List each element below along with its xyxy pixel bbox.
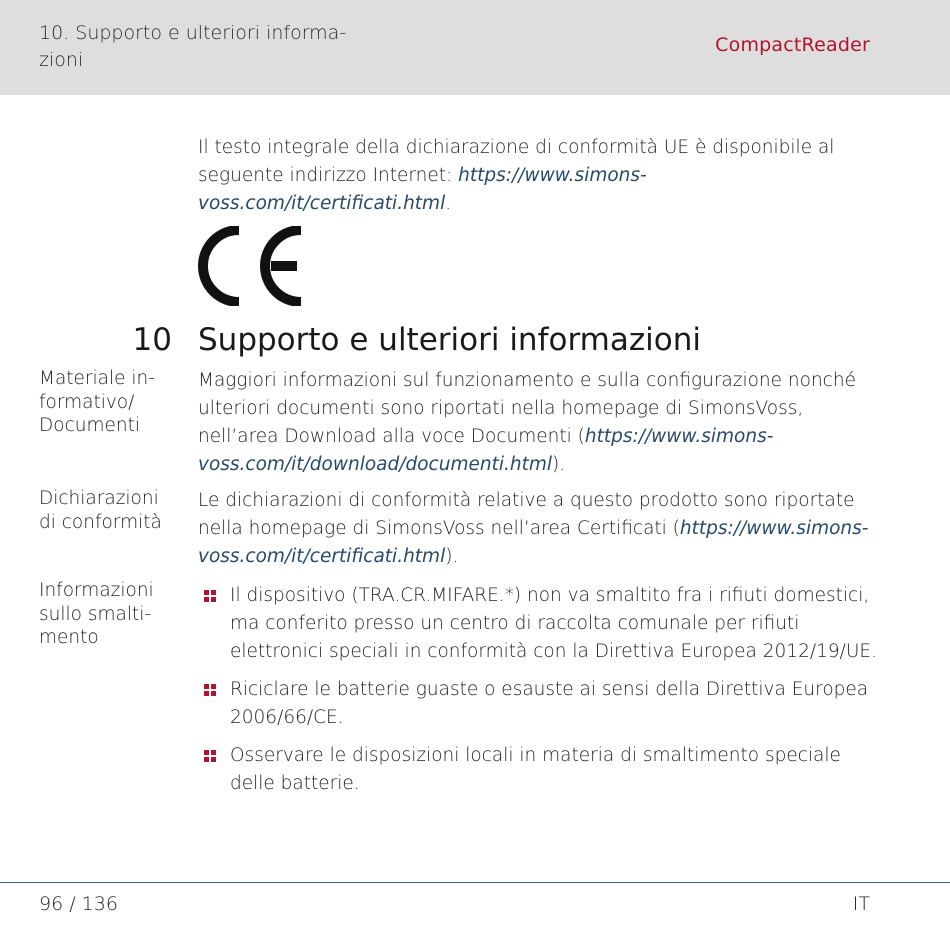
list-item-text: Osservare le disposizioni locali in materia di smaltimento speciale delle batterie. [230, 745, 841, 794]
intro-suffix: . [445, 193, 452, 214]
materiale-text: Maggiori informazioni sul funzionamento e sulla configurazione nonché ulteriori documenti sono riportati nella homepage di SimonsVoss, nell’area Download alla voce Documenti ( [198, 370, 856, 447]
label-materiale: Materiale in-formativo/ Documenti [39, 368, 155, 436]
list-item [198, 676, 878, 732]
bullet-icon [204, 590, 216, 602]
list-item [198, 742, 878, 798]
dichiarazioni-paragraph [198, 487, 878, 571]
materiale-link[interactable]: https://www.simons-voss.com/it/download/documenti.html [198, 426, 774, 475]
dichiarazioni-text: Le dichiarazioni di conformità relative a questo prodotto sono riportate nella homepage di SimonsVoss nell’area Certificati ( [198, 490, 855, 539]
header-section-title: 10. Supporto e ulteriori informa-zioni [39, 22, 347, 71]
intro-link[interactable]: https://www.simons-voss.com/it/certificati.html [198, 165, 647, 214]
section-title: Supporto e ulteriori informazioni [198, 322, 701, 358]
brand-name: CompactReader [715, 34, 870, 56]
page-header [0, 0, 950, 95]
dichiarazioni-link[interactable]: https://www.simons-voss.com/it/certificati.html [198, 518, 869, 567]
language-code: IT [852, 893, 870, 915]
label-dichiarazioni: Dichiarazioni di conformità [39, 488, 162, 533]
list-item-text: Il dispositivo (TRA.CR.MIFARE.*) non va smaltito fra i rifiuti domestici, ma conferito presso un centro di raccolta comunale per rifiuti elettronici speciali in conformità con la Direttiva Europea 2012/19/UE. [230, 585, 877, 662]
page-number: 96 / 136 [39, 893, 118, 915]
ce-mark-icon [197, 226, 307, 306]
intro-text: Il testo integrale della dichiarazione di conformità UE è disponibile al seguente indirizzo Internet: [198, 137, 835, 186]
footer-divider [0, 882, 950, 883]
list-item [198, 582, 878, 666]
list-item-text: Riciclare le batterie guaste o esauste ai sensi della Direttiva Europea 2006/66/CE. [230, 679, 869, 728]
smaltimento-list [198, 582, 878, 808]
materiale-paragraph [198, 367, 878, 479]
label-smaltimento: Informazioni sullo smalti-mento [39, 580, 154, 648]
dichiarazioni-suffix: ). [445, 546, 459, 567]
bullet-icon [204, 750, 216, 762]
intro-paragraph [198, 134, 878, 218]
materiale-suffix: ). [551, 454, 566, 475]
bullet-icon [204, 684, 216, 696]
section-number: 10 [132, 322, 172, 358]
